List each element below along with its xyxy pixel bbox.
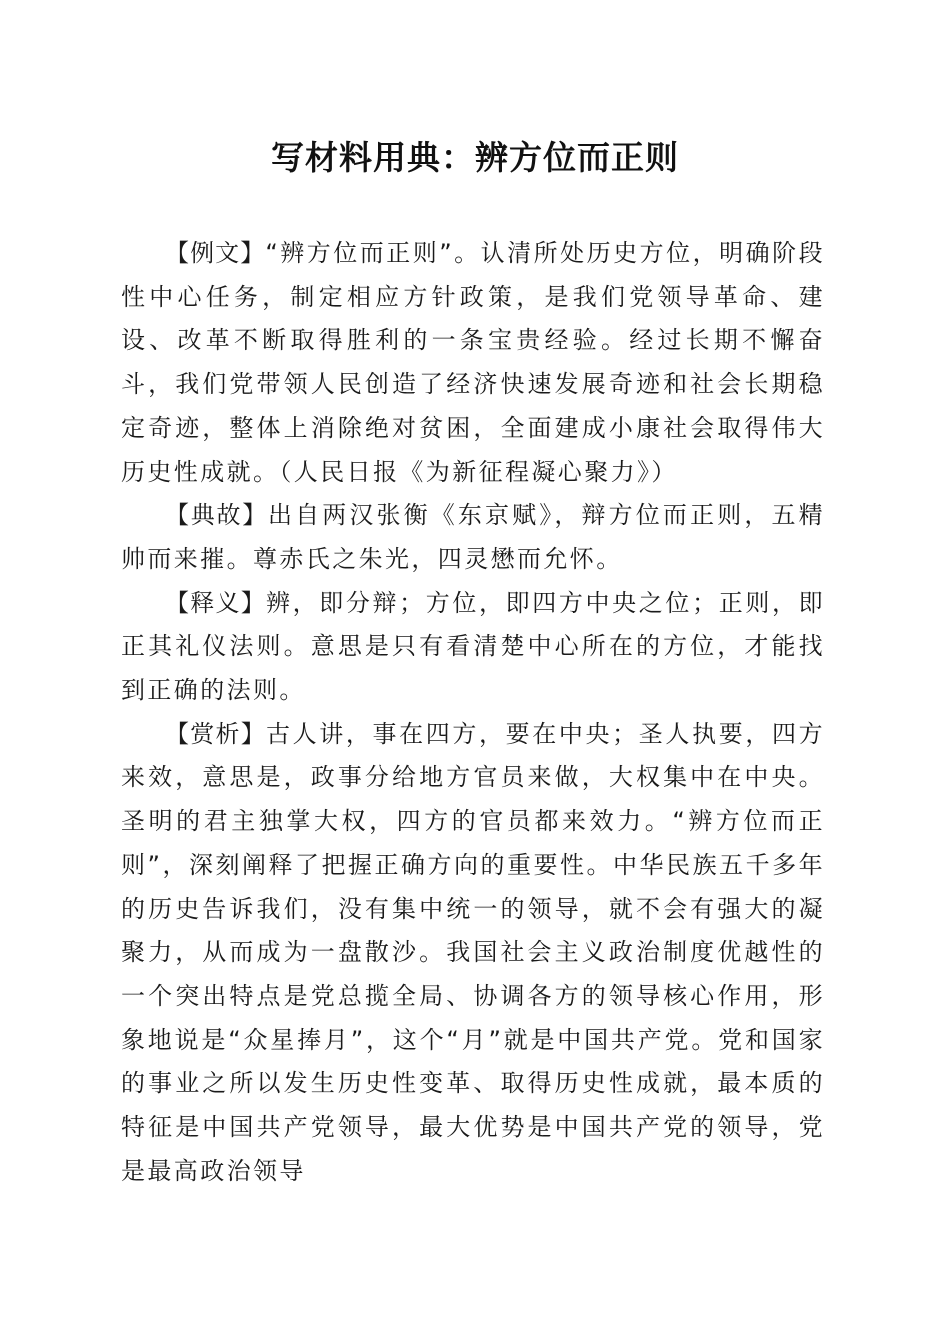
paragraph-tag: 【释义】 — [165, 588, 266, 617]
paragraph-appreciation — [121, 713, 825, 1194]
paragraph-text: 辨，即分辩；方位，即四方中央之位；正则，即正其礼仪法则。意思是只有看清楚中心所在的方位，才能找到正确的法则。 — [121, 588, 825, 705]
paragraph-allusion — [121, 494, 825, 581]
paragraph-example — [121, 232, 825, 494]
document-body — [121, 232, 825, 1193]
document-title: 写材料用典：辨方位而正则 — [271, 138, 679, 177]
paragraph-tag: 【典故】 — [165, 501, 268, 530]
paragraph-tag: 【赏析】 — [165, 719, 266, 748]
paragraph-explanation — [121, 582, 825, 713]
paragraph-text: 古人讲，事在四方，要在中央；圣人执要，四方来效，意思是，政事分给地方官员来做，大权集中在中央。圣明的君主独掌大权，四方的官员都来效力。“辨方位而正则”，深刻阐释了把握正确方向的重要性。中华民族五千多年的历史告诉我们，没有集中统一的领导，就不会有强大的凝聚力，从而成为一盘散沙。我国社会主义政治制度优越性的一个突出特点是党总揽全局、协调各方的领导核心作用，形象地说是“众星捧月”，这个“月”就是中国共产党。党和国家的事业之所以发生历史性变革、取得历史性成就，最本质的特征是中国共产党领导，最大优势是中国共产党的领导，党是最高政治领导 — [121, 719, 825, 1185]
paragraph-tag: 【例文】 — [165, 239, 266, 267]
paragraph-text: 出自两汉张衡《东京赋》，辩方位而正则，五精帅而来摧。尊赤氏之朱光，四灵懋而允怀。 — [121, 501, 825, 573]
paragraph-text: “辨方位而正则”。认清所处历史方位，明确阶段性中心任务，制定相应方针政策，是我们党领导革命、建设、改革不断取得胜利的一条宝贵经验。经过长期不懈奋斗，我们党带领人民创造了经济快速发展奇迹和社会长期稳定奇迹，整体上消除绝对贫困，全面建成小康社会取得伟大历史性成就。（人民日报《为新征程凝心聚力》） — [121, 239, 825, 486]
